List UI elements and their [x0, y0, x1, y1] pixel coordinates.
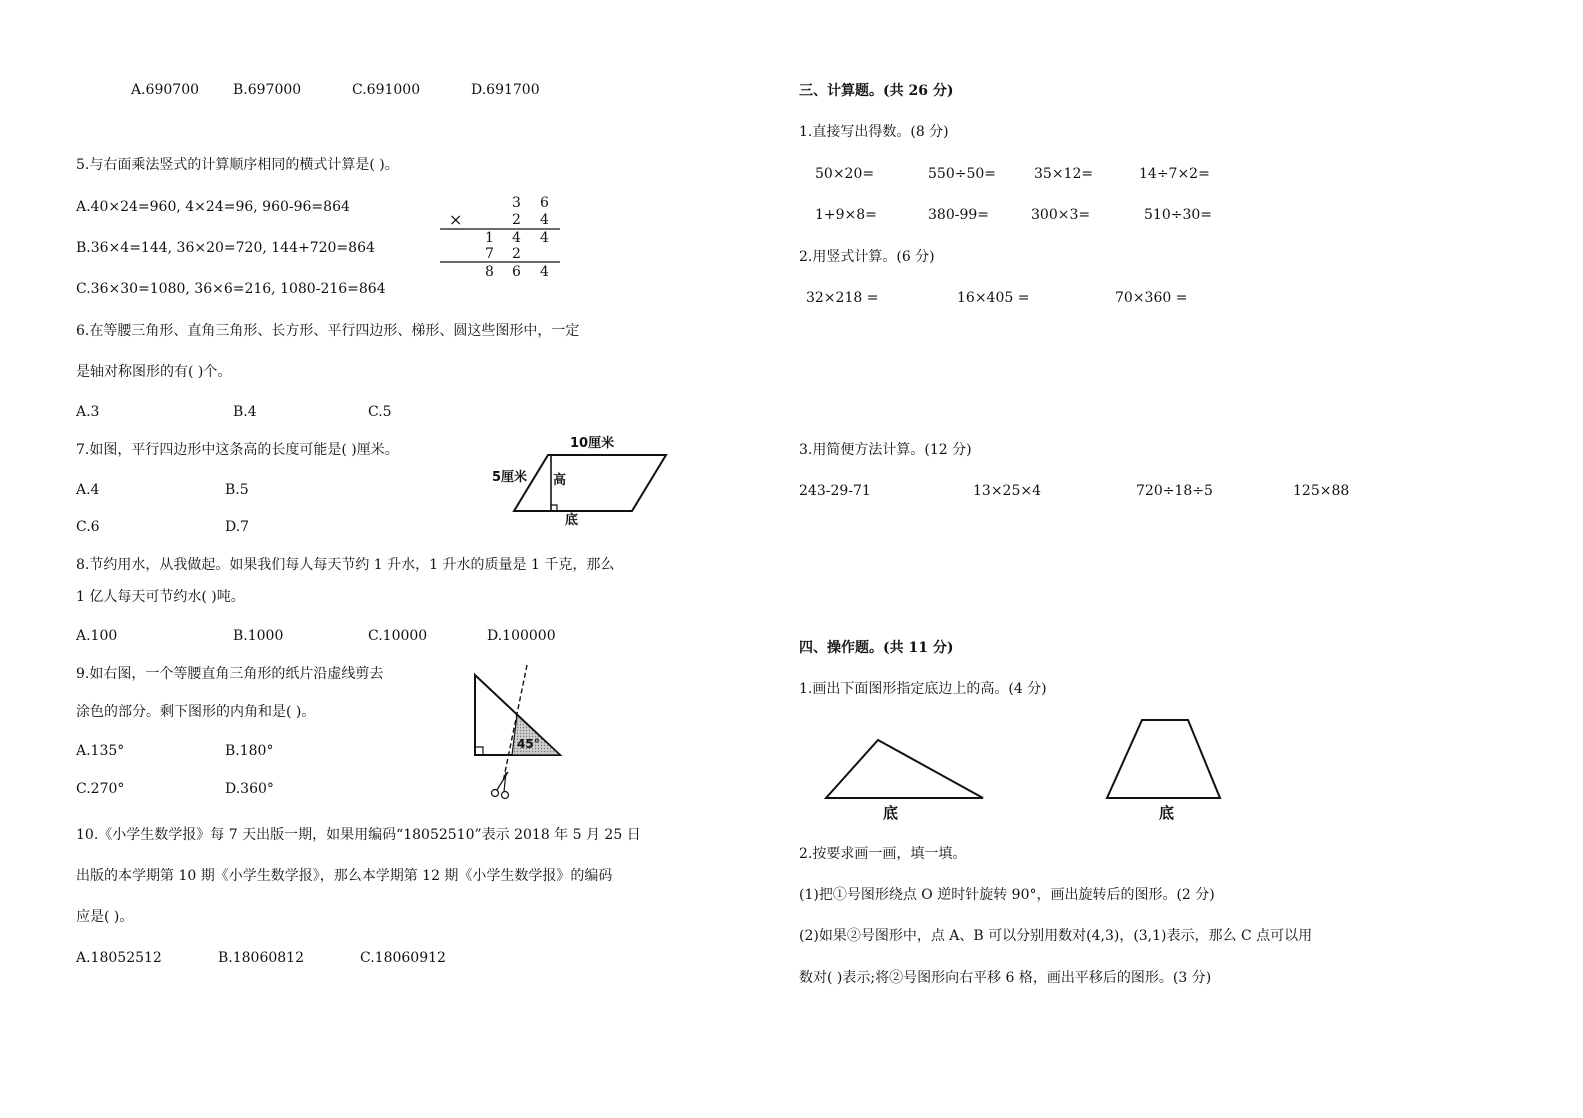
q8-option-c: C.10000 [368, 628, 428, 644]
q4-option-b: B.697000 [233, 82, 302, 98]
triangle-base-label: 底 [883, 804, 899, 822]
q6-line2: 是轴对称图形的有( )个。 [76, 364, 232, 380]
s3q2-item2: 16×405 = [957, 290, 1030, 306]
q5-option-a: A.40×24=960, 4×24=96, 960-96=864 [76, 199, 350, 215]
s3q1-r2-item1: 1+9×8= [815, 207, 877, 223]
q5-option-b: B.36×4=144, 36×20=720, 144+720=864 [76, 240, 375, 256]
multiply-sign: × [449, 210, 463, 229]
q8-line1: 8.节约用水，从我做起。如果我们每人每天节约 1 升水，1 升水的质量是 1 千克，那么 [76, 557, 615, 573]
s3q2-title: 2.用竖式计算。(6 分) [799, 249, 935, 265]
s3q1-r1-item2: 550÷50= [928, 166, 996, 182]
s3q1-r2-item3: 300×3= [1031, 207, 1091, 223]
q10-option-c: C.18060912 [360, 950, 446, 966]
q10-option-b: B.18060812 [218, 950, 304, 966]
parallelogram-base-label: 底 [565, 513, 579, 528]
vm-row2-ones: 4 [540, 212, 549, 228]
vm-row1-ones: 6 [540, 195, 549, 211]
s3q2-item1: 32×218 = [806, 290, 879, 306]
vm-row4-tens: 2 [512, 246, 521, 262]
q10-option-a: A.18052512 [76, 950, 162, 966]
q7-stem: 7.如图，平行四边形中这条高的长度可能是( )厘米。 [76, 442, 399, 458]
s4q1-title: 1.画出下面图形指定底边上的高。(4 分) [799, 681, 1047, 697]
s3q1-r2-item4: 510÷30= [1144, 207, 1212, 223]
s3q3-item4: 125×88 [1293, 483, 1350, 499]
vm-row3-tens: 4 [512, 230, 521, 246]
s3q3-title: 3.用简便方法计算。(12 分) [799, 442, 972, 458]
vm-row5-hundreds: 8 [485, 264, 494, 280]
q4-option-c: C.691000 [352, 82, 421, 98]
q4-option-a: A.690700 [131, 82, 200, 98]
s4q2-part3: 数对( )表示;将②号图形向右平移 6 格，画出平移后的图形。(3 分) [799, 970, 1212, 986]
q9-line2: 涂色的部分。剩下图形的内角和是( )。 [76, 704, 316, 720]
vm-row5-tens: 6 [512, 264, 521, 280]
section4-title: 四、操作题。(共 11 分) [799, 640, 954, 656]
s3q1-title: 1.直接写出得数。(8 分) [799, 124, 949, 140]
vm-row5-ones: 4 [540, 264, 549, 280]
q9-option-a: A.135° [76, 743, 125, 759]
s4q2-part2: (2)如果②号图形中，点 A、B 可以分别用数对(4,3)，(3,1)表示，那么 C 点可以用 [799, 928, 1313, 944]
vm-row4-hundreds: 7 [485, 246, 494, 262]
trapezoid-base-label: 底 [1159, 804, 1175, 822]
vm-row1-tens: 3 [512, 195, 521, 211]
vm-row2-tens: 2 [512, 212, 521, 228]
q7-option-c: C.6 [76, 519, 100, 535]
s3q1-r1-item1: 50×20= [815, 166, 875, 182]
q4-option-d: D.691700 [471, 82, 540, 98]
q10-line2: 出版的本学期第 10 期《小学生数学报》，那么本学期第 12 期《小学生数学报》的编码 [76, 868, 613, 884]
q5-option-c: C.36×30=1080, 36×6=216, 1080-216=864 [76, 281, 386, 297]
s3q2-item3: 70×360 = [1115, 290, 1188, 306]
q6-line1: 6.在等腰三角形、直角三角形、长方形、平行四边形、梯形、圆这些图形中，一定 [76, 323, 580, 339]
s3q3-item3: 720÷18÷5 [1136, 483, 1213, 499]
q9-option-c: C.270° [76, 781, 125, 797]
obtuse-triangle [826, 740, 983, 798]
parallelogram-side-label: 5厘米 [492, 470, 528, 485]
q8-option-b: B.1000 [233, 628, 284, 644]
vm-row3-ones: 4 [540, 230, 549, 246]
s3q1-r1-item3: 35×12= [1034, 166, 1094, 182]
q9-option-b: B.180° [225, 743, 274, 759]
q6-option-b: B.4 [233, 404, 257, 420]
q6-option-c: C.5 [368, 404, 392, 420]
triangle-angle-label: 45° [517, 737, 540, 751]
s3q1-r1-item4: 14÷7×2= [1139, 166, 1210, 182]
q7-option-a: A.4 [76, 482, 100, 498]
s4q2-part1: (1)把①号图形绕点 O 逆时针旋转 90°，画出旋转后的图形。(2 分) [799, 887, 1215, 903]
q8-option-a: A.100 [76, 628, 118, 644]
q9-option-d: D.360° [225, 781, 274, 797]
parallelogram-top-label: 10厘米 [570, 436, 615, 451]
section3-title: 三、计算题。(共 26 分) [799, 83, 954, 99]
q10-line3: 应是( )。 [76, 909, 134, 925]
q5-stem: 5.与右面乘法竖式的计算顺序相同的横式计算是( )。 [76, 157, 399, 173]
vm-row3-hundreds: 1 [485, 230, 494, 246]
s4q2-title: 2.按要求画一画，填一填。 [799, 846, 967, 862]
trapezoid [1107, 720, 1220, 798]
q8-line2: 1 亿人每天可节约水( )吨。 [76, 589, 245, 605]
s3q3-item1: 243-29-71 [799, 483, 871, 499]
q6-option-a: A.3 [76, 404, 100, 420]
q7-option-b: B.5 [225, 482, 249, 498]
q8-option-d: D.100000 [487, 628, 556, 644]
parallelogram-height-label: 高 [553, 473, 567, 488]
s3q3-item2: 13×25×4 [973, 483, 1041, 499]
s3q1-r2-item2: 380-99= [928, 207, 989, 223]
q9-line1: 9.如右图，一个等腰直角三角形的纸片沿虚线剪去 [76, 666, 384, 682]
q10-line1: 10.《小学生数学报》每 7 天出版一期，如果用编码“18052510”表示 2018 年 5 月 25 日 [76, 827, 641, 843]
q7-option-d: D.7 [225, 519, 250, 535]
